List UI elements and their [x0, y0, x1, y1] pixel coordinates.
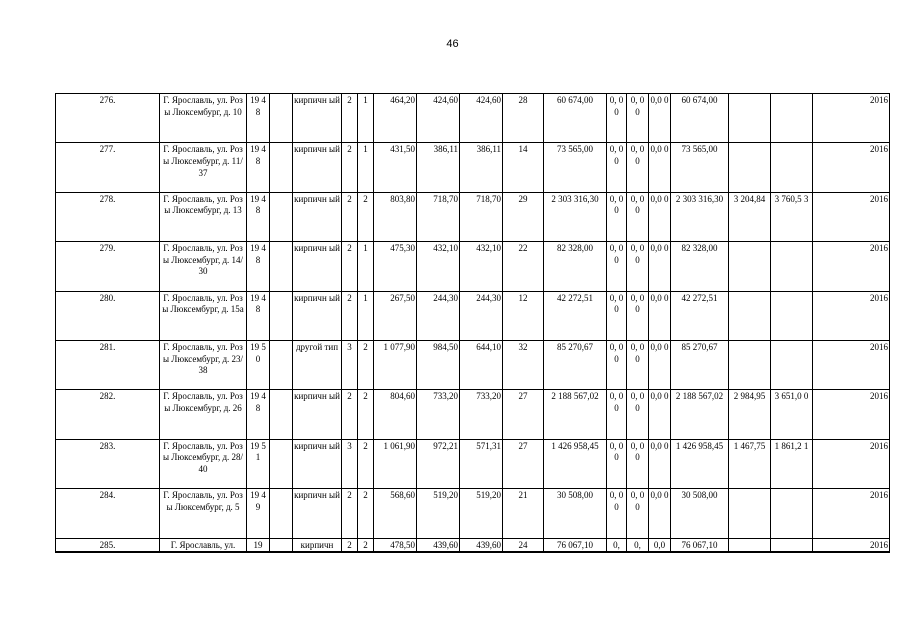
residents-cell: 27: [503, 390, 544, 439]
owner-funds-cell: 73 565,00: [671, 143, 729, 192]
area-cell: 718,70: [417, 192, 460, 241]
residents-cell: 24: [503, 538, 544, 552]
limit-cost-cell: [771, 340, 813, 389]
residential-area-cell: 386,11: [460, 143, 503, 192]
area-cell: 972,21: [417, 439, 460, 488]
limit-cost-cell: [771, 489, 813, 538]
area-cell: 439,60: [417, 538, 460, 552]
fund-3-cell: 0,0 0: [649, 94, 671, 143]
total-area-cell: 478,50: [374, 538, 417, 552]
residential-area-cell: 718,70: [460, 192, 503, 241]
address-cell: Г. Ярославль, ул. Розы Люксембург, д. 5: [160, 489, 247, 538]
floors-cell: 3: [342, 340, 358, 389]
wall-material-cell: кирпичн ый: [293, 390, 342, 439]
fund-2-cell: 0, 0 0: [627, 340, 649, 389]
row-number: 277.: [56, 143, 160, 192]
total-cost-cell: 85 270,67: [544, 340, 607, 389]
address-cell: Г. Ярославль, ул. Розы Люксембург, д. 28/40: [160, 439, 247, 488]
fund-2-cell: 0,: [627, 538, 649, 552]
fund-3-cell: 0,0 0: [649, 192, 671, 241]
floors-cell: 2: [342, 143, 358, 192]
area-cell: 244,30: [417, 291, 460, 340]
fund-3-cell: 0,0 0: [649, 340, 671, 389]
owner-funds-cell: 2 188 567,02: [671, 390, 729, 439]
residents-cell: 28: [503, 94, 544, 143]
owner-funds-cell: 42 272,51: [671, 291, 729, 340]
owner-funds-cell: 2 303 316,30: [671, 192, 729, 241]
fund-1-cell: 0, 0 0: [607, 192, 627, 241]
address-cell: Г. Ярославль, ул. Розы Люксембург, д. 11/37: [160, 143, 247, 192]
owner-funds-cell: 82 328,00: [671, 242, 729, 291]
residential-area-cell: 733,20: [460, 390, 503, 439]
area-cell: 386,11: [417, 143, 460, 192]
wall-material-cell: другой тип: [293, 340, 342, 389]
fund-1-cell: 0, 0 0: [607, 340, 627, 389]
floors-cell: 2: [342, 242, 358, 291]
entrances-cell: 1: [358, 291, 374, 340]
table-row: [56, 340, 890, 389]
limit-cost-cell: [771, 538, 813, 552]
residential-area-cell: 571,31: [460, 439, 503, 488]
fund-3-cell: 0,0 0: [649, 291, 671, 340]
address-cell: Г. Ярославль, ул. Розы Люксембург, д. 13: [160, 192, 247, 241]
wall-material-cell: кирпичн ый: [293, 439, 342, 488]
residents-cell: 29: [503, 192, 544, 241]
row-number: 281.: [56, 340, 160, 389]
floors-cell: 2: [342, 291, 358, 340]
row-number: 282.: [56, 390, 160, 439]
fund-1-cell: 0, 0 0: [607, 143, 627, 192]
residents-cell: 12: [503, 291, 544, 340]
year-built-cell: 19 48: [247, 143, 270, 192]
wall-material-cell: кирпичн ый: [293, 291, 342, 340]
specific-cost-cell: [729, 340, 771, 389]
year-built-cell: 19: [247, 538, 270, 552]
year-built-cell: 19 50: [247, 340, 270, 389]
wall-material-cell: кирпичн ый: [293, 242, 342, 291]
address-cell: Г. Ярославль, ул. Розы Люксембург, д. 15а: [160, 291, 247, 340]
year-built-cell: 19 51: [247, 439, 270, 488]
entrances-cell: 1: [358, 242, 374, 291]
wall-material-cell: кирпичн ый: [293, 192, 342, 241]
table-row: [56, 94, 890, 143]
total-area-cell: 1 077,90: [374, 340, 417, 389]
residents-cell: 32: [503, 340, 544, 389]
year-built-cell: 19 48: [247, 291, 270, 340]
planned-year-cell: 2016: [813, 143, 890, 192]
row-number: 279.: [56, 242, 160, 291]
blank-cell: [270, 538, 293, 552]
specific-cost-cell: [729, 143, 771, 192]
fund-1-cell: 0,: [607, 538, 627, 552]
residents-cell: 21: [503, 489, 544, 538]
floors-cell: 2: [342, 390, 358, 439]
row-number: 284.: [56, 489, 160, 538]
owner-funds-cell: 76 067,10: [671, 538, 729, 552]
wall-material-cell: кирпичн ый: [293, 489, 342, 538]
table-row: [56, 538, 890, 552]
table-row: [56, 242, 890, 291]
total-area-cell: 568,60: [374, 489, 417, 538]
specific-cost-cell: 3 204,84: [729, 192, 771, 241]
floors-cell: 3: [342, 439, 358, 488]
year-built-cell: 19 48: [247, 242, 270, 291]
fund-3-cell: 0,0 0: [649, 242, 671, 291]
row-number: 280.: [56, 291, 160, 340]
wall-material-cell: кирпичн: [293, 538, 342, 552]
residents-cell: 14: [503, 143, 544, 192]
total-cost-cell: 42 272,51: [544, 291, 607, 340]
floors-cell: 2: [342, 538, 358, 552]
total-area-cell: 267,50: [374, 291, 417, 340]
table-row: [56, 291, 890, 340]
row-number: 285.: [56, 538, 160, 552]
row-number: 278.: [56, 192, 160, 241]
entrances-cell: 2: [358, 538, 374, 552]
blank-cell: [270, 340, 293, 389]
year-built-cell: 19 48: [247, 192, 270, 241]
specific-cost-cell: [729, 489, 771, 538]
fund-2-cell: 0, 0 0: [627, 242, 649, 291]
row-number: 276.: [56, 94, 160, 143]
specific-cost-cell: [729, 291, 771, 340]
limit-cost-cell: [771, 143, 813, 192]
limit-cost-cell: 1 861,2 1: [771, 439, 813, 488]
fund-3-cell: 0,0 0: [649, 489, 671, 538]
residential-area-cell: 424,60: [460, 94, 503, 143]
address-cell: Г. Ярославль, ул. Розы Люксембург, д. 23/38: [160, 340, 247, 389]
address-cell: Г. Ярославль, ул. Розы Люксембург, д. 10: [160, 94, 247, 143]
limit-cost-cell: [771, 242, 813, 291]
wall-material-cell: кирпичн ый: [293, 94, 342, 143]
planned-year-cell: 2016: [813, 390, 890, 439]
specific-cost-cell: 1 467,75: [729, 439, 771, 488]
wall-material-cell: кирпичн ый: [293, 143, 342, 192]
row-number: 283.: [56, 439, 160, 488]
area-cell: 984,50: [417, 340, 460, 389]
fund-1-cell: 0, 0 0: [607, 439, 627, 488]
fund-3-cell: 0,0: [649, 538, 671, 552]
area-cell: 424,60: [417, 94, 460, 143]
owner-funds-cell: 30 508,00: [671, 489, 729, 538]
address-cell: Г. Ярославль, ул. Розы Люксембург, д. 14/30: [160, 242, 247, 291]
blank-cell: [270, 291, 293, 340]
fund-3-cell: 0,0 0: [649, 390, 671, 439]
total-cost-cell: 1 426 958,45: [544, 439, 607, 488]
residential-area-cell: 244,30: [460, 291, 503, 340]
table-row: [56, 390, 890, 439]
residential-area-cell: 432,10: [460, 242, 503, 291]
limit-cost-cell: [771, 291, 813, 340]
limit-cost-cell: 3 760,5 3: [771, 192, 813, 241]
fund-1-cell: 0, 0 0: [607, 242, 627, 291]
table-row: [56, 439, 890, 488]
area-cell: 733,20: [417, 390, 460, 439]
year-built-cell: 19 49: [247, 489, 270, 538]
entrances-cell: 1: [358, 94, 374, 143]
fund-1-cell: 0, 0 0: [607, 291, 627, 340]
blank-cell: [270, 489, 293, 538]
entrances-cell: 2: [358, 439, 374, 488]
residential-area-cell: 644,10: [460, 340, 503, 389]
total-cost-cell: 76 067,10: [544, 538, 607, 552]
entrances-cell: 2: [358, 489, 374, 538]
fund-3-cell: 0,0 0: [649, 143, 671, 192]
fund-2-cell: 0, 0 0: [627, 94, 649, 143]
blank-cell: [270, 439, 293, 488]
residential-area-cell: 519,20: [460, 489, 503, 538]
year-built-cell: 19 48: [247, 390, 270, 439]
fund-2-cell: 0, 0 0: [627, 439, 649, 488]
total-cost-cell: 30 508,00: [544, 489, 607, 538]
floors-cell: 2: [342, 192, 358, 241]
table-row: [56, 489, 890, 538]
year-built-cell: 19 48: [247, 94, 270, 143]
address-cell: Г. Ярославль, ул.: [160, 538, 247, 552]
fund-2-cell: 0, 0 0: [627, 143, 649, 192]
area-cell: 519,20: [417, 489, 460, 538]
housing-register-table: [55, 93, 890, 553]
total-area-cell: 1 061,90: [374, 439, 417, 488]
fund-2-cell: 0, 0 0: [627, 390, 649, 439]
blank-cell: [270, 192, 293, 241]
page-number: 46: [446, 38, 459, 50]
table-row: [56, 192, 890, 241]
total-cost-cell: 2 303 316,30: [544, 192, 607, 241]
total-area-cell: 464,20: [374, 94, 417, 143]
fund-1-cell: 0, 0 0: [607, 390, 627, 439]
blank-cell: [270, 390, 293, 439]
total-cost-cell: 73 565,00: [544, 143, 607, 192]
planned-year-cell: 2016: [813, 340, 890, 389]
planned-year-cell: 2016: [813, 439, 890, 488]
limit-cost-cell: 3 651,0 0: [771, 390, 813, 439]
fund-2-cell: 0, 0 0: [627, 192, 649, 241]
limit-cost-cell: [771, 94, 813, 143]
fund-3-cell: 0,0 0: [649, 439, 671, 488]
fund-2-cell: 0, 0 0: [627, 291, 649, 340]
planned-year-cell: 2016: [813, 489, 890, 538]
planned-year-cell: 2016: [813, 242, 890, 291]
total-area-cell: 475,30: [374, 242, 417, 291]
specific-cost-cell: [729, 242, 771, 291]
area-cell: 432,10: [417, 242, 460, 291]
floors-cell: 2: [342, 94, 358, 143]
planned-year-cell: 2016: [813, 538, 890, 552]
residential-area-cell: 439,60: [460, 538, 503, 552]
table-row: [56, 143, 890, 192]
entrances-cell: 2: [358, 192, 374, 241]
specific-cost-cell: [729, 94, 771, 143]
fund-1-cell: 0, 0 0: [607, 94, 627, 143]
entrances-cell: 2: [358, 390, 374, 439]
owner-funds-cell: 85 270,67: [671, 340, 729, 389]
address-cell: Г. Ярославль, ул. Розы Люксембург, д. 26: [160, 390, 247, 439]
residents-cell: 22: [503, 242, 544, 291]
blank-cell: [270, 242, 293, 291]
blank-cell: [270, 143, 293, 192]
floors-cell: 2: [342, 489, 358, 538]
specific-cost-cell: [729, 538, 771, 552]
fund-2-cell: 0, 0 0: [627, 489, 649, 538]
total-area-cell: 431,50: [374, 143, 417, 192]
total-cost-cell: 2 188 567,02: [544, 390, 607, 439]
total-cost-cell: 82 328,00: [544, 242, 607, 291]
planned-year-cell: 2016: [813, 192, 890, 241]
blank-cell: [270, 94, 293, 143]
entrances-cell: 1: [358, 143, 374, 192]
total-area-cell: 804,60: [374, 390, 417, 439]
fund-1-cell: 0, 0 0: [607, 489, 627, 538]
owner-funds-cell: 1 426 958,45: [671, 439, 729, 488]
specific-cost-cell: 2 984,95: [729, 390, 771, 439]
planned-year-cell: 2016: [813, 291, 890, 340]
owner-funds-cell: 60 674,00: [671, 94, 729, 143]
residents-cell: 27: [503, 439, 544, 488]
entrances-cell: 2: [358, 340, 374, 389]
planned-year-cell: 2016: [813, 94, 890, 143]
total-area-cell: 803,80: [374, 192, 417, 241]
total-cost-cell: 60 674,00: [544, 94, 607, 143]
